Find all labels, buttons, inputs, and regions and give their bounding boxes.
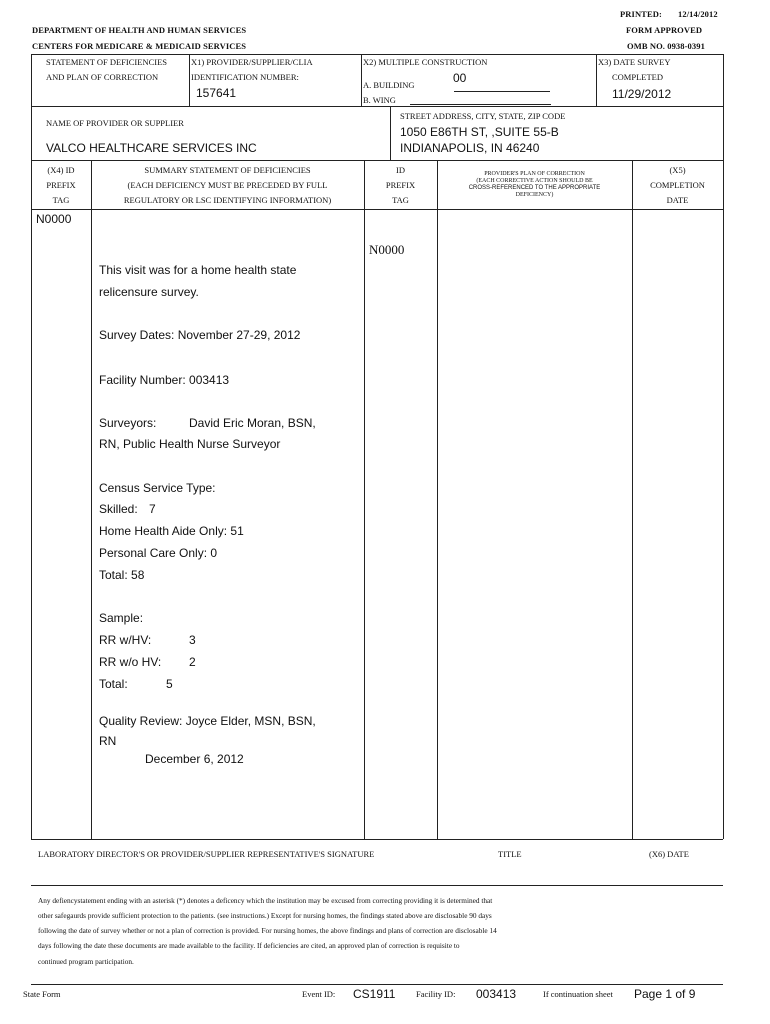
entry-text-line: December 6, 2012 [145,752,244,766]
event-id-value: CS1911 [353,987,396,1001]
plan-header-4: DEFICIENCY) [515,192,554,198]
row2-bottom [31,160,723,161]
divider-address [390,106,391,160]
entry-text-line: 2 [189,655,196,669]
entry-text-line: RN, Public Health Nurse Surveyor [99,437,281,451]
x5-header-2: COMPLETION [650,180,705,190]
footer-top-line [31,984,723,985]
col-divider-1 [91,160,92,839]
summary-header-3: REGULATORY OR LSC IDENTIFYING INFORMATION) [123,195,332,205]
col-divider-3 [437,160,438,839]
facility-id-label: Facility ID: [416,989,456,999]
x1-provider-id: 157641 [196,86,237,100]
divider-x2 [361,54,362,106]
table-bottom [31,839,723,840]
id-header-3: TAG [392,195,409,205]
plan-header-3: CROSS-REFERENCED TO THE APPROPRIATE [468,185,601,191]
x3-label-1: X3) DATE SURVEY [598,57,671,67]
column-header-bottom [31,209,723,210]
disclaimer-line: days following the date these documents are made available to the facility. If deficiencies are cited, an approved plan of correction is requisite to [38,941,460,950]
entry-text-line: Total: 58 [99,568,145,582]
x4-header-2: PREFIX [46,180,76,190]
x1-label-2: IDENTIFICATION NUMBER: [191,72,299,82]
form-approved: FORM APPROVED [626,25,703,35]
building-underline [454,91,550,92]
entry-text-line: Census Service Type: [99,481,216,495]
signature-bottom-line [31,885,723,886]
x4-header-1: (X4) ID [47,165,75,175]
col-divider-4 [632,160,633,839]
frame-top [31,54,723,55]
address-label: STREET ADDRESS, CITY, STATE, ZIP CODE [400,111,566,121]
entry-text-line: relicensure survey. [99,285,199,299]
row1-bottom [31,106,723,107]
entry-text-line: Total: [99,677,128,691]
signature-label: LABORATORY DIRECTOR'S OR PROVIDER/SUPPLIER REPRESENTATIVE'S SIGNATURE [38,849,375,859]
entry-text-line: RR w/HV: [99,633,152,647]
provider-name-label: NAME OF PROVIDER OR SUPPLIER [46,118,184,128]
entry-text-line: David Eric Moran, BSN, [189,416,316,430]
entry-text-line: Skilled: [99,502,138,516]
divider-x1 [189,54,190,106]
address-line-1: 1050 E86TH ST, ,SUITE 55-B [400,125,559,139]
printed-date: 12/14/2012 [678,9,718,19]
frame-right [723,54,724,839]
summary-header-1: SUMMARY STATEMENT OF DEFICIENCIES [144,165,311,175]
entry-text-line: 5 [166,677,173,691]
centers-title: CENTERS FOR MEDICARE & MEDICAID SERVICES [32,41,247,51]
continuation-label: If continuation sheet [543,989,613,999]
x2-wing-label: B. WING [363,95,396,105]
x2-label: X2) MULTIPLE CONSTRUCTION [363,57,488,67]
col-divider-2 [364,160,365,839]
id-header-1: ID [396,165,405,175]
plan-header-1: PROVIDER'S PLAN OF CORRECTION [484,171,585,177]
disclaimer-line: continued program participation. [38,957,134,966]
plan-header-2: (EACH CORRECTIVE ACTION SHOULD BE [476,178,593,184]
x4-header-3: TAG [52,195,70,205]
x5-header-1: (X5) [669,165,686,175]
right-id-tag: N0000 [369,242,405,257]
id-header-2: PREFIX [385,180,416,190]
statement-label-2: AND PLAN OF CORRECTION [46,72,159,82]
entry-text-line: Facility Number: 003413 [99,373,230,387]
disclaimer-line: Any defiencystatement ending with an asterisk (*) denotes a deficency which the institution may be excused from correcting providing it is determined that [38,896,493,905]
omb-number: OMB NO. 0938-0391 [627,41,705,51]
entry-text-line: This visit was for a home health state [99,263,297,277]
entry-text-line: Home Health Aide Only: 51 [99,524,244,538]
disclaimer-line: following the date of survey whether or not a plan of correction is provided. For nursing homes, the above findings and plans of correction are disclosable 14 [38,926,497,935]
x6-date-label: (X6) DATE [649,849,689,859]
left-id-tag: N0000 [36,212,72,226]
address-line-2: INDIANAPOLIS, IN 46240 [400,141,540,155]
x1-label-1: X1) PROVIDER/SUPPLIER/CLIA [191,57,313,67]
summary-header-2: (EACH DEFICIENCY MUST BE PRECEDED BY FULL [127,180,328,190]
disclaimer-line: other safegaurds provide sufficient protection to the patients. (see instructions.) Except for nursing homes, the findings stated above are disclosable 90 days [38,911,492,920]
event-id-label: Event ID: [302,989,336,999]
entry-text-line: Surveyors: [99,416,157,430]
x3-label-2: COMPLETED [612,72,663,82]
entry-text-line: RN [99,734,117,748]
title-label: TITLE [498,849,522,859]
entry-text-line: Survey Dates: November 27-29, 2012 [99,328,301,342]
state-form-label: State Form [23,989,61,999]
wing-underline [410,104,551,105]
entry-text-line: 3 [189,633,196,647]
statement-label-1: STATEMENT OF DEFICIENCIES [46,57,168,67]
x2-building-label: A. BUILDING [363,80,415,90]
page-number: Page 1 of 9 [634,987,696,1001]
entry-text-line: Sample: [99,611,144,625]
facility-id-value: 003413 [476,987,517,1001]
department-title: DEPARTMENT OF HEALTH AND HUMAN SERVICES [32,25,247,35]
x2-building-value: 00 [453,71,467,85]
provider-name: VALCO HEALTHCARE SERVICES INC [46,141,257,155]
x5-header-3: DATE [666,195,689,205]
entry-text-line: 7 [149,502,156,516]
divider-x3 [596,54,597,106]
entry-text-line: Personal Care Only: 0 [99,546,218,560]
printed-label: PRINTED: [620,9,662,19]
entry-text-line: RR w/o HV: [99,655,162,669]
x3-date-value: 11/29/2012 [612,87,672,101]
entry-text-line: Quality Review: Joyce Elder, MSN, BSN, [99,714,316,728]
